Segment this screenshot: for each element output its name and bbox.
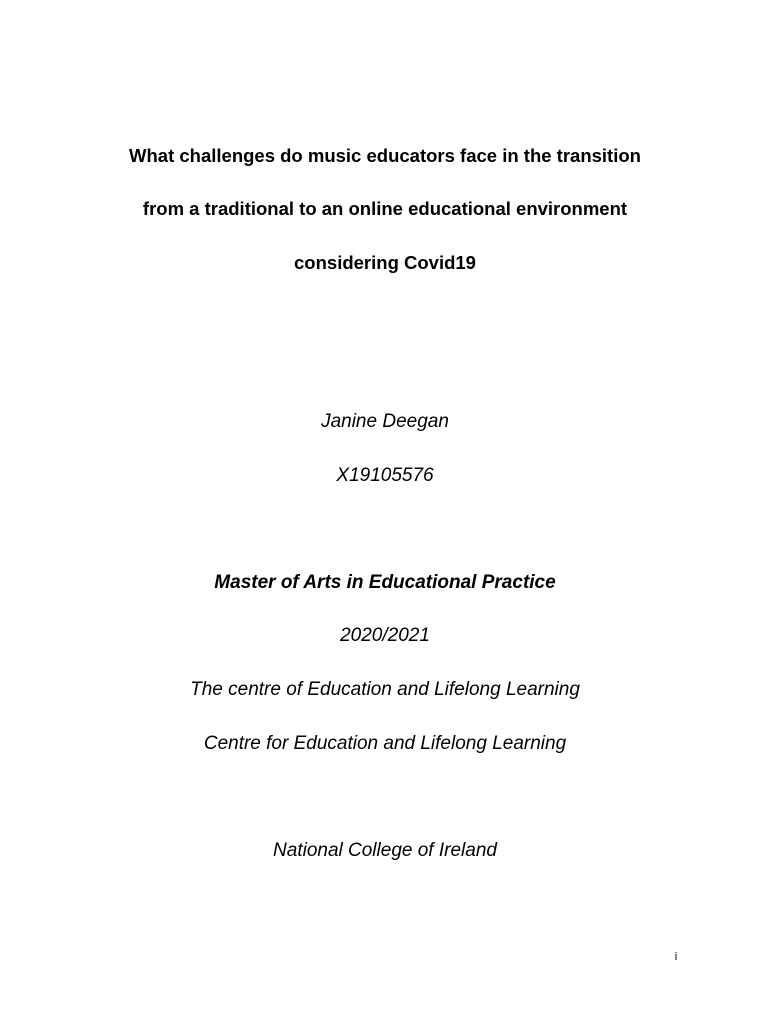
school-line-1: The centre of Education and Lifelong Learning (190, 679, 580, 700)
school-line-2: Centre for Education and Lifelong Learning (203, 733, 567, 754)
title-line-2: from a traditional to an online educational environment (142, 198, 628, 219)
degree-name: Master of Arts in Educational Practice (214, 572, 556, 593)
title-line-3: considering Covid19 (294, 252, 476, 273)
author-name: Janine Deegan (321, 411, 449, 432)
academic-year: 2020/2021 (340, 625, 430, 646)
title-line-1: What challenges do music educators face in the transition (129, 145, 641, 166)
institution-name: National College of Ireland (273, 840, 497, 861)
page-number: i (674, 951, 678, 963)
student-id: X19105576 (336, 465, 434, 486)
